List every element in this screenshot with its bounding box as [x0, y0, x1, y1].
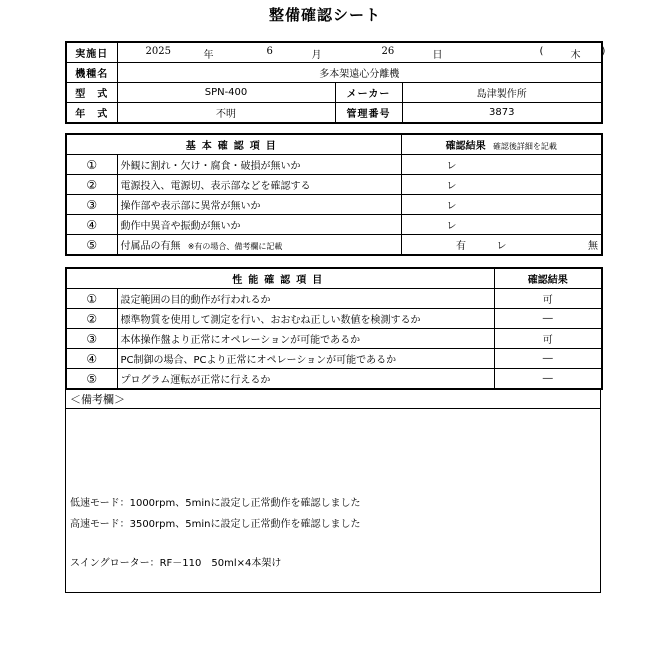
basic-result-title: 確認結果 [445, 141, 486, 152]
date-value [117, 42, 606, 63]
year-model-label: 年 式 [66, 103, 117, 124]
basic-row-number: ② [66, 175, 117, 195]
weekday-value: 木 [570, 50, 581, 61]
performance-row-number: ③ [66, 329, 117, 349]
performance-check-table [65, 267, 603, 390]
page-title: 整備確認シート [268, 6, 381, 24]
basic-row-number: ① [66, 155, 117, 175]
basic-check-table [65, 133, 603, 256]
weekday-close: ) [601, 46, 606, 57]
performance-row [66, 349, 602, 369]
performance-result-header: 確認結果 [494, 268, 602, 289]
performance-row-item: 標準物質を使用して測定を行い、おおむね正しい数値を検測するか [117, 309, 494, 329]
mgmt-no-value: 3873 [402, 103, 602, 124]
basic-row-item: 電源投入、電源切、表示部などを確認する [117, 175, 401, 195]
check-mark: レ [446, 161, 457, 172]
basic-row-item [117, 235, 401, 256]
performance-row-result: 可 [494, 289, 602, 309]
mgmt-no-label: 管理番号 [335, 103, 402, 124]
performance-row [66, 369, 602, 390]
check-mark: レ [446, 201, 457, 212]
basic-row-number: ③ [66, 195, 117, 215]
notes-title: ＜備考欄＞ [70, 393, 125, 406]
performance-row [66, 329, 602, 349]
basic-row-result [401, 155, 602, 175]
note-line: 低速モード：1000rpm、5minに設定し正常動作を確認しました [70, 498, 361, 509]
performance-row-result: ― [494, 349, 602, 369]
check-mark: レ [446, 181, 457, 192]
basic-result-note: 確認後詳細を記載 [492, 142, 557, 151]
check-mark: レ [446, 221, 457, 232]
performance-row [66, 289, 602, 309]
type-row [66, 83, 602, 103]
day-value: 26 [381, 46, 395, 57]
type-value: SPN-400 [117, 83, 335, 103]
model-name-label: 機種名 [66, 63, 117, 83]
basic-row-accessories [66, 235, 602, 256]
type-label: 型 式 [66, 83, 117, 103]
performance-row-item: 設定範囲の目的動作が行われるか [117, 289, 494, 309]
performance-row-result: 可 [494, 329, 602, 349]
month-unit: 月 [311, 50, 322, 61]
performance-header-row [66, 268, 602, 289]
basic-row-item: 動作中異音や振動が無いか [117, 215, 401, 235]
performance-row-number: ④ [66, 349, 117, 369]
model-name-value: 多本架遠心分離機 [117, 63, 602, 83]
accessories-note: ※有の場合、備考欄に記載 [187, 242, 283, 251]
basic-header-row [66, 134, 602, 155]
date-row [66, 42, 602, 63]
basic-row [66, 215, 602, 235]
performance-row-number: ⑤ [66, 369, 117, 390]
basic-row-result [401, 215, 602, 235]
maker-value: 島津製作所 [402, 83, 602, 103]
basic-row-item: 外観に割れ・欠け・腐食・破損が無いか [117, 155, 401, 175]
basic-row-result [401, 195, 602, 215]
accessories-check: レ [469, 235, 534, 256]
notes-section [65, 389, 601, 593]
notes-divider [66, 408, 600, 409]
performance-row-item: PC制御の場合、PCより正常にオペレーションが可能であるか [117, 349, 494, 369]
year-model-value: 不明 [117, 103, 335, 124]
basic-row [66, 175, 602, 195]
performance-row [66, 309, 602, 329]
year-value: 2025 [145, 46, 171, 57]
basic-row [66, 195, 602, 215]
date-label: 実施日 [66, 42, 117, 63]
month-value: 6 [266, 46, 273, 57]
note-line: スイングローター：RF－110 50ml×4本架け [70, 558, 282, 569]
weekday-open: ( [539, 46, 544, 57]
performance-row-result: ― [494, 309, 602, 329]
accessories-no: 無 [534, 235, 602, 256]
performance-header: 性能確認項目 [66, 268, 494, 289]
year-model-row [66, 103, 602, 124]
accessories-label: 付属品の有無 [120, 241, 181, 252]
basic-row-item: 操作部や表示部に異常が無いか [117, 195, 401, 215]
basic-header: 基本確認項目 [66, 134, 401, 155]
year-unit: 年 [203, 50, 214, 61]
info-table [65, 41, 606, 124]
accessories-yes: 有 [401, 235, 469, 256]
model-name-row [66, 63, 602, 83]
note-line: 高速モード：3500rpm、5minに設定し正常動作を確認しました [70, 519, 361, 530]
basic-row-result [401, 175, 602, 195]
performance-row-number: ② [66, 309, 117, 329]
performance-row-result: ― [494, 369, 602, 390]
basic-row-number: ④ [66, 215, 117, 235]
basic-result-header [401, 134, 602, 155]
performance-row-item: 本体操作盤より正常にオペレーションが可能であるか [117, 329, 494, 349]
basic-row [66, 155, 602, 175]
day-unit: 日 [432, 50, 443, 61]
performance-row-number: ① [66, 289, 117, 309]
maker-label: メーカー [335, 83, 402, 103]
performance-row-item: プログラム運転が正常に行えるか [117, 369, 494, 390]
basic-row-number: ⑤ [66, 235, 117, 256]
